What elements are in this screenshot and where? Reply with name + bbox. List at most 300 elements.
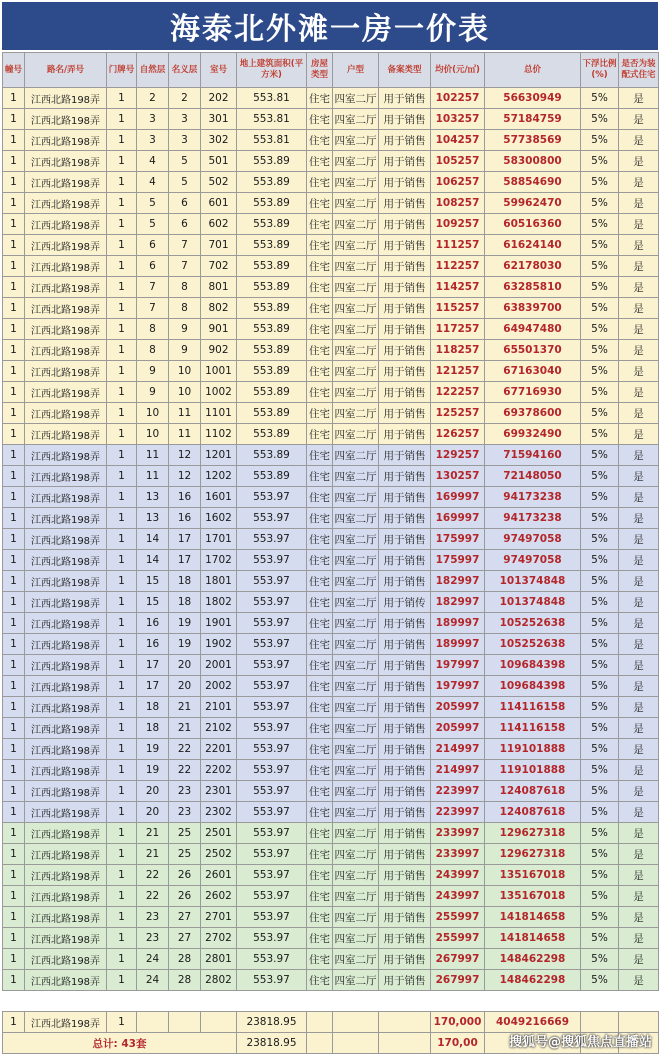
cell-layout: 四室二厅: [333, 508, 379, 529]
cell-avg-price: 130257: [431, 466, 485, 487]
cell-avg-price: 102257: [431, 88, 485, 109]
cell-road: 江西北路198弄: [25, 445, 107, 466]
cell-nominal-floor: 23: [169, 781, 201, 802]
cell-building: 1: [3, 151, 25, 172]
cell-prefab: 是: [619, 823, 659, 844]
cell-building: 1: [3, 907, 25, 928]
cell-natural-floor: 21: [137, 823, 169, 844]
cell-road: 江西北路198弄: [25, 718, 107, 739]
cell-layout: 四室二厅: [333, 235, 379, 256]
cell-natural-floor: 22: [137, 865, 169, 886]
table-row: [3, 256, 659, 277]
summary-building: 1: [3, 1012, 25, 1033]
cell-prefab: 是: [619, 487, 659, 508]
summary-empty: [169, 1012, 201, 1033]
cell-prefab: 是: [619, 529, 659, 550]
cell-record-type: 用于销售: [379, 802, 431, 823]
cell-road: 江西北路198弄: [25, 109, 107, 130]
cell-door: 1: [107, 697, 137, 718]
cell-discount: 5%: [581, 256, 619, 277]
cell-room: 1201: [201, 445, 237, 466]
cell-type: 住宅: [307, 466, 333, 487]
cell-record-type: 用于销售: [379, 298, 431, 319]
cell-area: 553.97: [237, 886, 307, 907]
cell-area: 553.89: [237, 193, 307, 214]
cell-room: 702: [201, 256, 237, 277]
cell-road: 江西北路198弄: [25, 424, 107, 445]
cell-area: 553.81: [237, 88, 307, 109]
cell-type: 住宅: [307, 382, 333, 403]
cell-room: 301: [201, 109, 237, 130]
table-row: [3, 823, 659, 844]
cell-building: 1: [3, 130, 25, 151]
cell-discount: 5%: [581, 529, 619, 550]
cell-road: 江西北路198弄: [25, 340, 107, 361]
cell-record-type: 用于销售: [379, 508, 431, 529]
cell-record-type: 用于销售: [379, 382, 431, 403]
cell-discount: 5%: [581, 382, 619, 403]
cell-layout: 四室二厅: [333, 970, 379, 991]
table-row: [3, 928, 659, 949]
cell-natural-floor: 13: [137, 508, 169, 529]
cell-area: 553.97: [237, 487, 307, 508]
cell-layout: 四室二厅: [333, 802, 379, 823]
cell-room: 901: [201, 319, 237, 340]
cell-layout: 四室二厅: [333, 865, 379, 886]
cell-natural-floor: 10: [137, 424, 169, 445]
cell-building: 1: [3, 634, 25, 655]
cell-type: 住宅: [307, 802, 333, 823]
header-layout: 户型: [333, 53, 379, 88]
cell-record-type: 用于销售: [379, 445, 431, 466]
cell-area: 553.97: [237, 508, 307, 529]
cell-building: 1: [3, 109, 25, 130]
cell-discount: 5%: [581, 88, 619, 109]
cell-area: 553.89: [237, 403, 307, 424]
cell-natural-floor: 15: [137, 571, 169, 592]
cell-discount: 5%: [581, 718, 619, 739]
cell-total-price: 105252638: [485, 613, 581, 634]
page-title: 海泰北外滩一房一价表: [2, 2, 658, 50]
cell-door: 1: [107, 739, 137, 760]
cell-layout: 四室二厅: [333, 823, 379, 844]
cell-door: 1: [107, 592, 137, 613]
cell-discount: 5%: [581, 298, 619, 319]
cell-prefab: 是: [619, 340, 659, 361]
cell-prefab: 是: [619, 760, 659, 781]
cell-record-type: 用于销售: [379, 865, 431, 886]
cell-prefab: 是: [619, 781, 659, 802]
cell-total-price: 135167018: [485, 865, 581, 886]
summary-empty: [307, 1012, 333, 1033]
cell-layout: 四室二厅: [333, 151, 379, 172]
cell-prefab: 是: [619, 550, 659, 571]
cell-total-price: 67163040: [485, 361, 581, 382]
cell-total-price: 105252638: [485, 634, 581, 655]
cell-type: 住宅: [307, 676, 333, 697]
cell-room: 602: [201, 214, 237, 235]
cell-nominal-floor: 21: [169, 718, 201, 739]
cell-record-type: 用于销售: [379, 823, 431, 844]
table-row: [3, 508, 659, 529]
cell-record-type: 用于销售: [379, 403, 431, 424]
cell-record-type: 用于销售: [379, 361, 431, 382]
cell-building: 1: [3, 508, 25, 529]
cell-nominal-floor: 3: [169, 130, 201, 151]
cell-nominal-floor: 28: [169, 970, 201, 991]
cell-road: 江西北路198弄: [25, 970, 107, 991]
cell-record-type: 用于销售: [379, 172, 431, 193]
cell-road: 江西北路198弄: [25, 550, 107, 571]
cell-discount: 5%: [581, 760, 619, 781]
cell-discount: 5%: [581, 634, 619, 655]
cell-nominal-floor: 10: [169, 382, 201, 403]
cell-door: 1: [107, 844, 137, 865]
cell-type: 住宅: [307, 865, 333, 886]
cell-record-type: 用于销售: [379, 256, 431, 277]
cell-natural-floor: 19: [137, 739, 169, 760]
cell-prefab: 是: [619, 361, 659, 382]
cell-natural-floor: 9: [137, 361, 169, 382]
cell-prefab: 是: [619, 886, 659, 907]
cell-total-price: 148462298: [485, 949, 581, 970]
cell-area: 553.89: [237, 172, 307, 193]
cell-natural-floor: 23: [137, 928, 169, 949]
cell-prefab: 是: [619, 802, 659, 823]
cell-building: 1: [3, 550, 25, 571]
cell-nominal-floor: 12: [169, 466, 201, 487]
cell-room: 202: [201, 88, 237, 109]
cell-total-price: 63285810: [485, 277, 581, 298]
cell-room: 701: [201, 235, 237, 256]
cell-avg-price: 205997: [431, 697, 485, 718]
cell-avg-price: 126257: [431, 424, 485, 445]
cell-type: 住宅: [307, 277, 333, 298]
cell-total-price: 60516360: [485, 214, 581, 235]
cell-layout: 四室二厅: [333, 928, 379, 949]
cell-layout: 四室二厅: [333, 172, 379, 193]
cell-avg-price: 243997: [431, 865, 485, 886]
cell-discount: 5%: [581, 403, 619, 424]
cell-road: 江西北路198弄: [25, 613, 107, 634]
cell-prefab: 是: [619, 193, 659, 214]
table-row: [3, 319, 659, 340]
cell-avg-price: 118257: [431, 340, 485, 361]
cell-discount: 5%: [581, 487, 619, 508]
cell-road: 江西北路198弄: [25, 907, 107, 928]
cell-record-type: 用于销售: [379, 193, 431, 214]
cell-type: 住宅: [307, 886, 333, 907]
cell-discount: 5%: [581, 865, 619, 886]
cell-natural-floor: 5: [137, 214, 169, 235]
cell-nominal-floor: 5: [169, 151, 201, 172]
cell-natural-floor: 4: [137, 172, 169, 193]
cell-layout: 四室二厅: [333, 886, 379, 907]
cell-road: 江西北路198弄: [25, 256, 107, 277]
cell-prefab: 是: [619, 676, 659, 697]
cell-door: 1: [107, 571, 137, 592]
cell-layout: 四室二厅: [333, 214, 379, 235]
cell-area: 553.81: [237, 130, 307, 151]
table-row: [3, 949, 659, 970]
cell-room: 1701: [201, 529, 237, 550]
cell-avg-price: 112257: [431, 256, 485, 277]
cell-room: 1901: [201, 613, 237, 634]
cell-layout: 四室二厅: [333, 697, 379, 718]
table-row: [3, 550, 659, 571]
cell-area: 553.97: [237, 634, 307, 655]
cell-prefab: 是: [619, 739, 659, 760]
cell-area: 553.89: [237, 466, 307, 487]
cell-type: 住宅: [307, 361, 333, 382]
cell-record-type: 用于销售: [379, 550, 431, 571]
cell-total-price: 119101888: [485, 739, 581, 760]
cell-prefab: 是: [619, 172, 659, 193]
cell-road: 江西北路198弄: [25, 382, 107, 403]
cell-room: 2301: [201, 781, 237, 802]
header-row: [3, 53, 659, 88]
cell-record-type: 用于销售: [379, 529, 431, 550]
cell-avg-price: 108257: [431, 193, 485, 214]
cell-nominal-floor: 16: [169, 508, 201, 529]
cell-avg-price: 117257: [431, 319, 485, 340]
cell-nominal-floor: 28: [169, 949, 201, 970]
cell-total-price: 97497058: [485, 529, 581, 550]
table-row: [3, 529, 659, 550]
cell-prefab: 是: [619, 109, 659, 130]
cell-area: 553.97: [237, 907, 307, 928]
cell-room: 2102: [201, 718, 237, 739]
cell-type: 住宅: [307, 340, 333, 361]
cell-discount: 5%: [581, 214, 619, 235]
cell-total-price: 135167018: [485, 886, 581, 907]
summary-row: [3, 1012, 659, 1033]
cell-record-type: 用于销售: [379, 151, 431, 172]
cell-layout: 四室二厅: [333, 298, 379, 319]
summary-road: 江西北路198弄: [25, 1012, 107, 1033]
cell-building: 1: [3, 844, 25, 865]
cell-prefab: 是: [619, 403, 659, 424]
cell-prefab: 是: [619, 718, 659, 739]
cell-room: 1202: [201, 466, 237, 487]
cell-road: 江西北路198弄: [25, 634, 107, 655]
cell-layout: 四室二厅: [333, 361, 379, 382]
cell-discount: 5%: [581, 277, 619, 298]
cell-record-type: 用于销售: [379, 634, 431, 655]
cell-avg-price: 129257: [431, 445, 485, 466]
cell-nominal-floor: 8: [169, 298, 201, 319]
cell-road: 江西北路198弄: [25, 802, 107, 823]
total-empty: [307, 1033, 333, 1054]
cell-natural-floor: 8: [137, 340, 169, 361]
cell-type: 住宅: [307, 529, 333, 550]
cell-discount: 5%: [581, 571, 619, 592]
cell-road: 江西北路198弄: [25, 298, 107, 319]
cell-room: 1101: [201, 403, 237, 424]
cell-door: 1: [107, 109, 137, 130]
cell-type: 住宅: [307, 697, 333, 718]
cell-room: 2002: [201, 676, 237, 697]
cell-record-type: 用于销售: [379, 760, 431, 781]
cell-room: 1002: [201, 382, 237, 403]
cell-layout: 四室二厅: [333, 487, 379, 508]
cell-discount: 5%: [581, 424, 619, 445]
cell-avg-price: 214997: [431, 760, 485, 781]
cell-area: 553.89: [237, 382, 307, 403]
cell-nominal-floor: 27: [169, 907, 201, 928]
header-avg-price: 均价(元/㎡): [431, 53, 485, 88]
cell-avg-price: 121257: [431, 361, 485, 382]
cell-record-type: 用于销售: [379, 613, 431, 634]
cell-avg-price: 189997: [431, 634, 485, 655]
cell-discount: 5%: [581, 949, 619, 970]
cell-building: 1: [3, 340, 25, 361]
cell-record-type: 用于销售: [379, 844, 431, 865]
cell-total-price: 129627318: [485, 823, 581, 844]
summary-empty: [201, 1012, 237, 1033]
cell-door: 1: [107, 634, 137, 655]
header-total-price: 总价: [485, 53, 581, 88]
cell-building: 1: [3, 760, 25, 781]
cell-type: 住宅: [307, 823, 333, 844]
table-row: [3, 760, 659, 781]
table-row: [3, 88, 659, 109]
cell-discount: 5%: [581, 235, 619, 256]
cell-building: 1: [3, 697, 25, 718]
cell-building: 1: [3, 571, 25, 592]
cell-room: 2001: [201, 655, 237, 676]
cell-discount: 5%: [581, 928, 619, 949]
cell-area: 553.97: [237, 928, 307, 949]
cell-prefab: 是: [619, 445, 659, 466]
header-natural-floor: 自然层: [137, 53, 169, 88]
cell-door: 1: [107, 445, 137, 466]
cell-type: 住宅: [307, 592, 333, 613]
cell-natural-floor: 22: [137, 886, 169, 907]
table-row: [3, 865, 659, 886]
cell-avg-price: 122257: [431, 382, 485, 403]
cell-natural-floor: 7: [137, 277, 169, 298]
cell-layout: 四室二厅: [333, 844, 379, 865]
cell-nominal-floor: 2: [169, 88, 201, 109]
table-row: [3, 907, 659, 928]
cell-room: 2202: [201, 760, 237, 781]
cell-avg-price: 267997: [431, 949, 485, 970]
summary-total-price: 4049216669: [485, 1012, 581, 1033]
cell-prefab: 是: [619, 634, 659, 655]
cell-type: 住宅: [307, 193, 333, 214]
cell-area: 553.97: [237, 613, 307, 634]
cell-discount: 5%: [581, 151, 619, 172]
total-empty: [333, 1033, 379, 1054]
header-discount: 下浮比例(%): [581, 53, 619, 88]
cell-prefab: 是: [619, 319, 659, 340]
table-row: [3, 634, 659, 655]
cell-type: 住宅: [307, 655, 333, 676]
table-row: [3, 697, 659, 718]
cell-room: 1801: [201, 571, 237, 592]
cell-area: 553.89: [237, 235, 307, 256]
cell-door: 1: [107, 550, 137, 571]
cell-building: 1: [3, 382, 25, 403]
cell-room: 1602: [201, 508, 237, 529]
cell-avg-price: 111257: [431, 235, 485, 256]
cell-record-type: 用于销售: [379, 907, 431, 928]
cell-room: 2101: [201, 697, 237, 718]
cell-nominal-floor: 5: [169, 172, 201, 193]
cell-building: 1: [3, 172, 25, 193]
cell-prefab: 是: [619, 865, 659, 886]
cell-prefab: 是: [619, 466, 659, 487]
cell-prefab: 是: [619, 844, 659, 865]
cell-discount: 5%: [581, 592, 619, 613]
cell-building: 1: [3, 865, 25, 886]
cell-prefab: 是: [619, 949, 659, 970]
cell-record-type: 用于销售: [379, 571, 431, 592]
cell-discount: 5%: [581, 340, 619, 361]
cell-layout: 四室二厅: [333, 424, 379, 445]
cell-door: 1: [107, 655, 137, 676]
total-avg-price: 170,00: [431, 1033, 485, 1054]
cell-building: 1: [3, 802, 25, 823]
cell-door: 1: [107, 88, 137, 109]
cell-area: 553.89: [237, 424, 307, 445]
cell-type: 住宅: [307, 571, 333, 592]
cell-total-price: 64947480: [485, 319, 581, 340]
cell-total-price: 56630949: [485, 88, 581, 109]
cell-building: 1: [3, 445, 25, 466]
cell-discount: 5%: [581, 781, 619, 802]
cell-nominal-floor: 6: [169, 193, 201, 214]
summary-door: 1: [107, 1012, 137, 1033]
cell-road: 江西北路198弄: [25, 844, 107, 865]
table-row: [3, 739, 659, 760]
cell-layout: 四室二厅: [333, 949, 379, 970]
table-row: [3, 781, 659, 802]
cell-total-price: 101374848: [485, 592, 581, 613]
cell-total-price: 59962470: [485, 193, 581, 214]
table-row: [3, 172, 659, 193]
cell-room: 1601: [201, 487, 237, 508]
table-row: [3, 130, 659, 151]
cell-building: 1: [3, 193, 25, 214]
cell-total-price: 94173238: [485, 508, 581, 529]
cell-room: 2801: [201, 949, 237, 970]
cell-total-price: 101374848: [485, 571, 581, 592]
cell-door: 1: [107, 130, 137, 151]
price-table: [2, 52, 659, 1054]
cell-discount: 5%: [581, 172, 619, 193]
cell-nominal-floor: 7: [169, 256, 201, 277]
cell-total-price: 65501370: [485, 340, 581, 361]
cell-total-price: 124087618: [485, 781, 581, 802]
cell-road: 江西北路198弄: [25, 151, 107, 172]
cell-area: 553.97: [237, 949, 307, 970]
cell-record-type: 用于销售: [379, 319, 431, 340]
header-room: 室号: [201, 53, 237, 88]
spacer-cell: [3, 991, 659, 1012]
cell-record-type: 用于销售: [379, 676, 431, 697]
cell-nominal-floor: 17: [169, 550, 201, 571]
cell-nominal-floor: 22: [169, 760, 201, 781]
cell-prefab: 是: [619, 88, 659, 109]
cell-room: 2502: [201, 844, 237, 865]
cell-area: 553.97: [237, 550, 307, 571]
cell-door: 1: [107, 424, 137, 445]
cell-nominal-floor: 22: [169, 739, 201, 760]
cell-natural-floor: 16: [137, 634, 169, 655]
cell-discount: 5%: [581, 508, 619, 529]
